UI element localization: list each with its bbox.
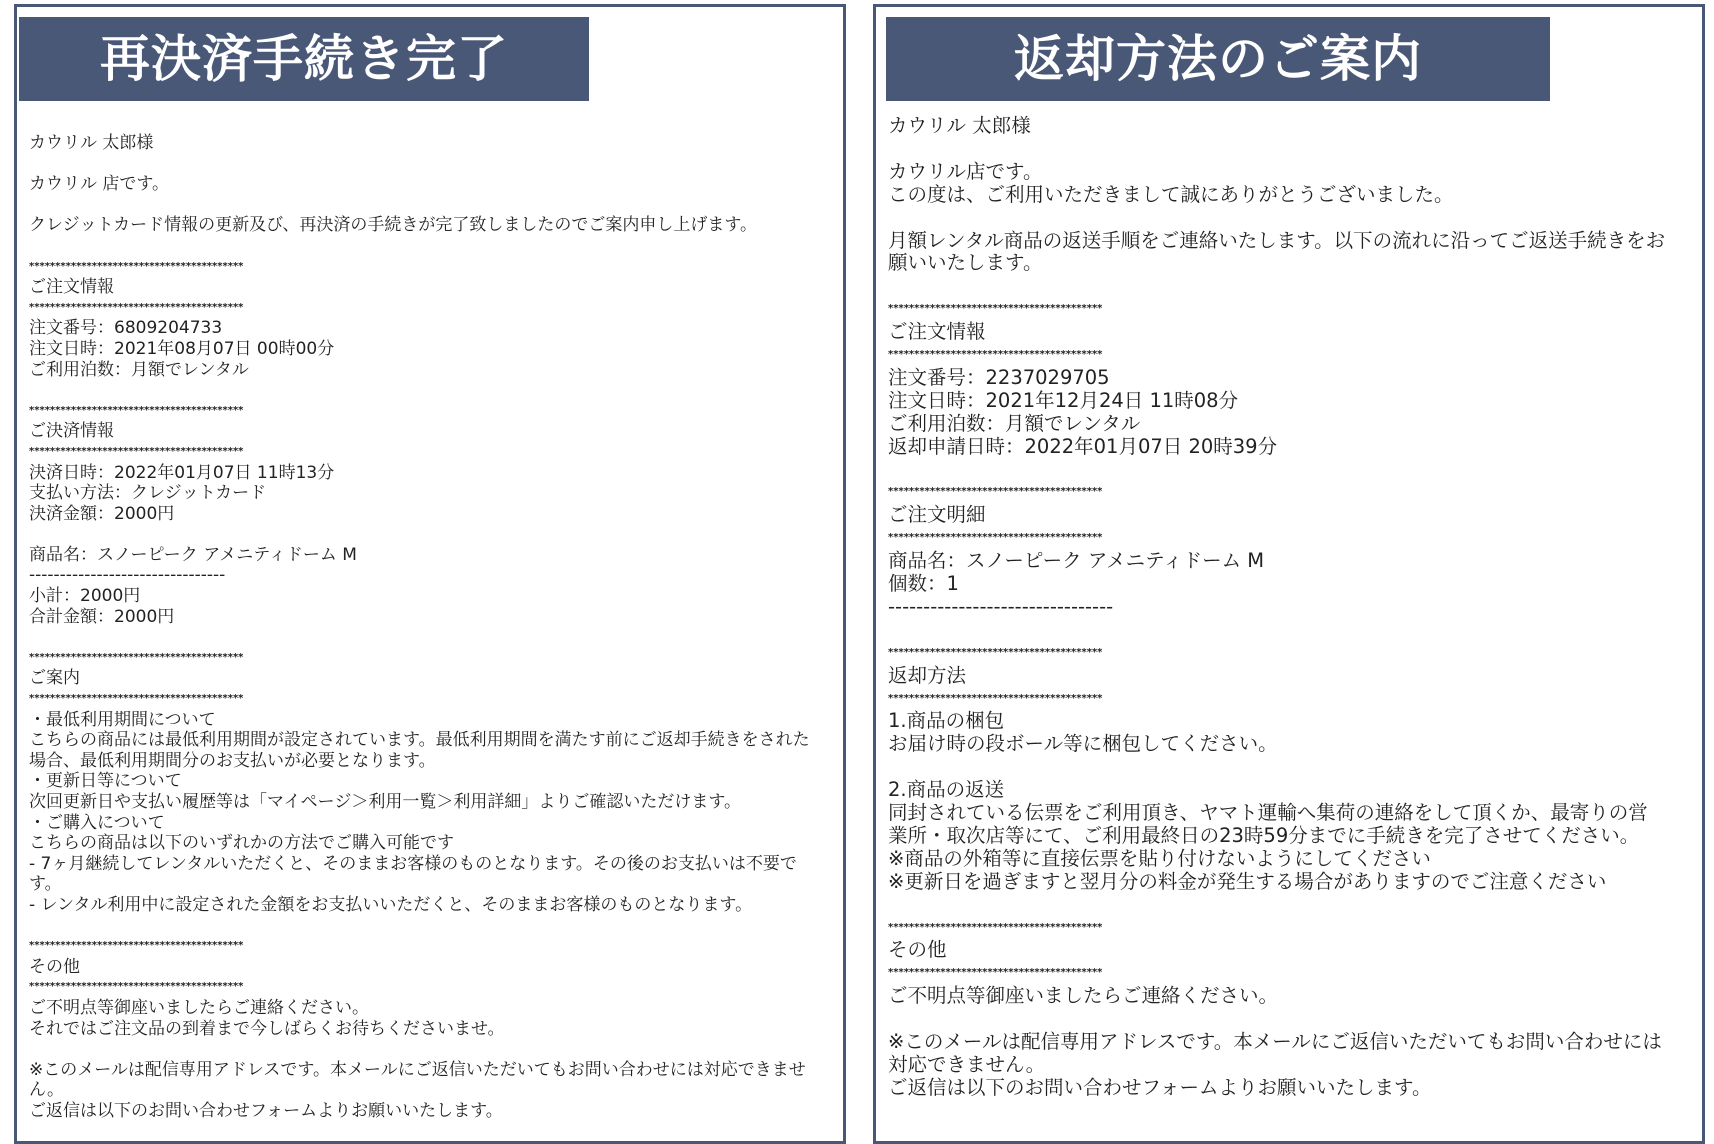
body-text-line: クレジットカード情報の更新及び、再決済の手続きが完了致しましたのでご案内申し上げます。	[29, 215, 758, 236]
blank-line	[888, 756, 1665, 779]
left-email-panel	[14, 4, 846, 1144]
body-text-line: 返却方法	[888, 663, 967, 687]
body-text-line: こちらの商品は以下のいずれかの方法でご購入可能です	[29, 833, 454, 854]
right-email-body	[888, 115, 1665, 1100]
body-text-line: --------------------------------	[29, 565, 226, 586]
body-text-line: 合計金額：2000円	[29, 606, 175, 627]
body-text-line: ・最低利用期間について	[29, 709, 216, 730]
body-text-line: 注文番号：2237029705	[888, 365, 1110, 389]
blank-line	[888, 207, 1665, 230]
body-text-line: ご返信は以下のお問い合わせフォームよりお願いいたします。	[888, 1075, 1432, 1099]
body-text-line: ん。	[29, 1080, 65, 1101]
separator-line: *****************************************	[888, 967, 1103, 979]
separator-line: *****************************************	[888, 532, 1103, 544]
body-text-line: 同封されている伝票をご利用頂き、ヤマト運輸へ集荷の連絡をして頂くか、最寄りの営	[888, 801, 1648, 824]
blank-line	[29, 236, 810, 257]
body-text-line: 1.商品の梱包	[888, 709, 1005, 733]
body-text-line: - 7ヶ月継続してレンタルいただくと、そのままお客様のものとなります。その後のお支払いは不要で	[29, 853, 797, 874]
left-email-body	[29, 133, 810, 1122]
body-text-line: 願いいたします。	[888, 251, 1043, 275]
body-text-line: その他	[888, 938, 947, 962]
separator-line: *****************************************	[888, 692, 1103, 704]
body-text-line: こちらの商品には最低利用期間が設定されています。最低利用期間を満たす前にご返却手続きをされた	[29, 730, 810, 751]
separator-line: *****************************************	[29, 260, 244, 272]
blank-line	[29, 916, 810, 937]
body-text-line: ご利用泊数：月額でレンタル	[29, 359, 249, 380]
body-text-line: ご案内	[29, 668, 80, 689]
separator-line: *****************************************	[29, 301, 244, 313]
body-text-line: 返却申請日時：2022年01月07日 20時39分	[888, 434, 1278, 458]
body-text-line: 対応できません。	[888, 1052, 1046, 1076]
separator-line: *****************************************	[888, 921, 1103, 933]
body-text-line: 注文日時：2021年08月07日 00時00分	[29, 338, 335, 359]
body-text-line: ※このメールは配信専用アドレスです。本メールにご返信いただいてもお問い合わせには	[888, 1030, 1662, 1053]
blank-line	[29, 524, 810, 545]
blank-line	[29, 380, 810, 401]
body-text-line: ※更新日を過ぎますと翌月分の料金が発生する場合がありますのでご注意ください	[888, 869, 1607, 893]
right-email-panel	[873, 4, 1705, 1144]
body-text-line: ご返信は以下のお問い合わせフォームよりお願いいたします。	[29, 1100, 503, 1121]
body-text-line: それではご注文品の到着まで今しばらくお待ちくださいませ。	[29, 1018, 505, 1039]
blank-line	[29, 154, 810, 175]
body-text-line: その他	[29, 956, 80, 977]
body-text-line: ご決済情報	[29, 421, 114, 442]
body-text-line: --------------------------------	[888, 594, 1114, 618]
separator-line: *****************************************	[888, 303, 1103, 315]
blank-line	[29, 1039, 810, 1060]
body-text-line: 支払い方法：クレジットカード	[29, 483, 267, 504]
body-text-line: 次回更新日や支払い履歴等は「マイページ＞利用一覧＞利用詳細」よりご確認いただけます。	[29, 792, 741, 812]
body-text-line: 2.商品の返送	[888, 778, 1005, 802]
body-text-line: 小計：2000円	[29, 586, 141, 607]
separator-line: *****************************************	[29, 981, 244, 993]
body-text-line: ・更新日等について	[29, 771, 182, 792]
body-text-line: ご注文明細	[888, 503, 986, 527]
separator-line: *****************************************	[29, 445, 244, 457]
body-text-line: 月額レンタル商品の返送手順をご連絡いたします。以下の流れに沿ってご返送手続きをお	[888, 228, 1666, 252]
blank-line	[29, 627, 810, 648]
blank-line	[888, 1008, 1665, 1031]
body-text-line: カウリル 太郎様	[29, 133, 154, 153]
body-text-line: 商品名：スノーピーク アメニティドーム M	[29, 544, 357, 565]
body-text-line: カウリル 店です。	[29, 174, 170, 195]
body-text-line: ・ご購入について	[29, 812, 165, 833]
separator-line: *****************************************	[29, 404, 244, 416]
body-text-line: ご不明点等御座いましたらご連絡ください。	[29, 997, 369, 1018]
body-text-line: 決済金額：2000円	[29, 503, 175, 524]
body-text-line: 場合、最低利用期間分のお支払いが必要となります。	[29, 750, 436, 771]
separator-line: *****************************************	[888, 486, 1103, 498]
body-text-line: ご不明点等御座いましたらご連絡ください。	[888, 984, 1279, 1008]
separator-line: *****************************************	[29, 651, 244, 663]
body-text-line: 業所・取次店等にて、ご利用最終日の23時59分までに手続きを完了させてください。	[888, 823, 1640, 847]
separator-line: *****************************************	[888, 349, 1103, 360]
blank-line	[888, 459, 1665, 482]
separator-line: *****************************************	[29, 940, 244, 952]
separator-line: *****************************************	[29, 693, 244, 705]
left-title-banner: 再決済手続き完了	[19, 17, 589, 101]
body-text-line: ※商品の外箱等に直接伝票を貼り付けないようにしてください	[888, 846, 1431, 870]
blank-line	[29, 195, 810, 216]
body-text-line: カウリル店です。	[888, 159, 1043, 183]
blank-line	[888, 894, 1665, 917]
separator-line: *****************************************	[888, 646, 1103, 658]
blank-line	[888, 275, 1665, 298]
blank-line	[888, 619, 1665, 642]
body-text-line: お届け時の段ボール等に梱包してください。	[888, 732, 1278, 756]
body-text-line: 決済日時：2022年01月07日 11時13分	[29, 462, 335, 483]
body-text-line: す。	[29, 874, 62, 895]
body-text-line: 注文日時：2021年12月24日 11時08分	[888, 388, 1239, 412]
right-title-banner: 返却方法のご案内	[886, 17, 1550, 101]
body-text-line: 注文番号：6809204733	[29, 318, 223, 339]
body-text-line: - レンタル利用中に設定された金額をお支払いいただくと、そのままお客様のものとなります。	[29, 894, 753, 915]
body-text-line: この度は、ご利用いただきまして誠にありがとうございました。	[888, 182, 1454, 206]
blank-line	[888, 138, 1665, 161]
body-text-line: ご注文情報	[29, 277, 114, 298]
body-text-line: カウリル 太郎様	[888, 114, 1031, 137]
body-text-line: ※このメールは配信専用アドレスです。本メールにご返信いただいてもお問い合わせには対応できませ	[29, 1059, 806, 1080]
body-text-line: ご利用泊数：月額でレンタル	[888, 411, 1141, 435]
body-text-line: 個数：1	[888, 572, 959, 595]
body-text-line: 商品名：スノーピーク アメニティドーム M	[888, 549, 1265, 573]
body-text-line: ご注文情報	[888, 320, 986, 344]
